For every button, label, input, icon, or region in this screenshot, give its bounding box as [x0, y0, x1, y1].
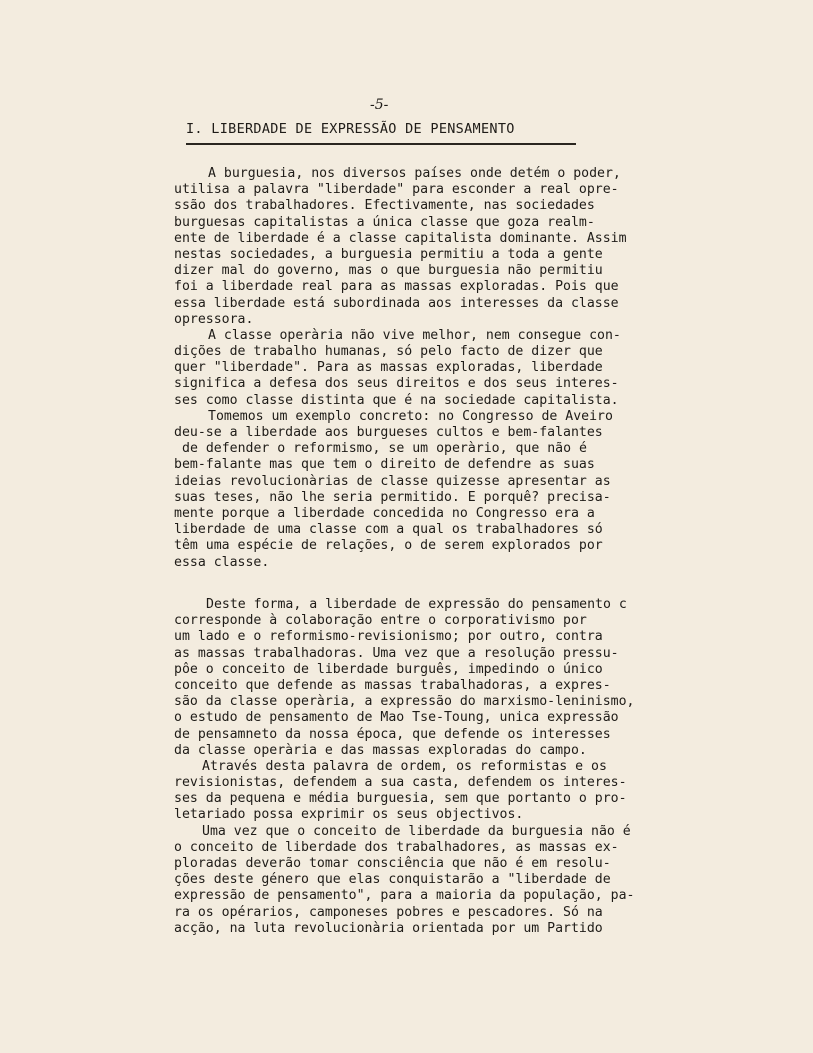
- text-line: Uma vez que o conceito de liberdade da burguesia não é: [202, 823, 631, 839]
- text-line: ções deste género que elas conquistarão a "liberdade de: [174, 872, 611, 888]
- text-line: Deste forma, a liberdade de expressão do pensamento c: [206, 597, 627, 612]
- text-line: Tomemos um exemplo concreto: no Congresso de Aveiro: [208, 408, 613, 424]
- text-line: deu-se a liberdade aos burgueses cultos e bem-falantes: [174, 425, 603, 440]
- text-line: conceito que defende as massas trabalhadoras, a expres-: [174, 677, 611, 693]
- text-line: acção, na luta revolucionària orientada por um Partido: [174, 920, 603, 936]
- text-line: ploradas deverão tomar consciência que não é em resolu-: [174, 856, 611, 871]
- text-line: o estudo de pensamento de Mao Tse-Toung, unica expressão: [174, 710, 619, 726]
- text-line: Através desta palavra de ordem, os reformistas e os: [202, 758, 607, 774]
- page-number: -5-: [370, 97, 389, 113]
- text-line: têm uma espécie de relações, o de serem explorados por: [174, 538, 603, 554]
- text-line: são da classe operària, a expressão do marxismo-leninismo,: [174, 694, 635, 710]
- text-line: dições de trabalho humanas, só pelo facto de dizer que: [174, 344, 603, 360]
- text-line: letariado possa exprimir os seus objectivos.: [174, 807, 524, 823]
- text-line: um lado e o reformismo-revisionismo; por outro, contra: [174, 629, 603, 645]
- text-line: pôe o conceito de liberdade burguês, impedindo o único: [174, 661, 603, 677]
- text-line: utilisa a palavra "liberdade" para esconder a real opre-: [174, 182, 619, 198]
- text-line: A classe operària não vive melhor, nem consegue con-: [208, 327, 621, 343]
- text-line: nestas sociedades, a burguesia permitiu a toda a gente: [174, 246, 603, 262]
- text-line: ente de liberdade é a classe capitalista dominante. Assim: [174, 230, 627, 246]
- text-line: quer "liberdade". Para as massas exploradas, liberdade: [174, 360, 603, 376]
- text-line: essa liberdade está subordinada aos interesses da classe: [174, 295, 619, 311]
- text-line: ra os opérarios, camponeses pobres e pescadores. Só na: [174, 904, 603, 920]
- text-line: de pensamneto da nossa época, que defende os interesses: [174, 726, 611, 742]
- text-line: o conceito de liberdade dos trabalhadores, as massas ex-: [174, 839, 619, 855]
- text-line: revisionistas, defendem a sua casta, defendem os interes-: [174, 775, 627, 791]
- text-line: da classe operària e das massas exploradas do campo.: [174, 742, 587, 758]
- text-line: dizer mal do governo, mas o que burguesia não permitiu: [174, 263, 603, 279]
- text-line: significa a defesa dos seus direitos e dos seus interes-: [174, 376, 619, 392]
- text-line: de defender o reformismo, se um operàrio, que não é: [182, 441, 587, 457]
- text-line: essa classe.: [174, 554, 270, 570]
- text-line: corresponde à colaboração entre o corporativismo por: [174, 613, 587, 629]
- text-line: ses como classe distinta que é na sociedade capitalista.: [174, 392, 619, 408]
- text-line: A burguesia, nos diversos países onde detém o poder,: [208, 166, 621, 181]
- text-line: bem-falante mas que tem o direito de defendre as suas: [174, 457, 595, 473]
- text-line: ses da pequena e média burguesia, sem que portanto o pro-: [174, 791, 627, 807]
- body-text-block-1: [174, 166, 754, 571]
- text-line: expressão de pensamento", para a maioria da população, pa-: [174, 888, 635, 904]
- body-text-block-2: [174, 597, 754, 937]
- text-line: ideias revolucionàrias de classe quizesse apresentar as: [174, 473, 611, 489]
- text-line: mente porque a liberdade concedida no Congresso era a: [174, 505, 595, 521]
- text-line: opressora.: [174, 311, 254, 327]
- title-underline: [186, 143, 576, 145]
- section-title: I. LIBERDADE DE EXPRESSÃO DE PENSAMENTO: [186, 121, 515, 137]
- text-line: ssão dos trabalhadores. Efectivamente, nas sociedades: [174, 198, 595, 214]
- text-line: foi a liberdade real para as massas exploradas. Pois que: [174, 279, 619, 295]
- text-line: liberdade de uma classe com a qual os trabalhadores só: [174, 522, 603, 538]
- text-line: as massas trabalhadoras. Uma vez que a resolução pressu-: [174, 645, 619, 661]
- text-line: burguesas capitalistas a única classe que goza realm-: [174, 214, 595, 230]
- text-line: suas teses, não lhe seria permitido. E porquê? precisa-: [174, 489, 611, 505]
